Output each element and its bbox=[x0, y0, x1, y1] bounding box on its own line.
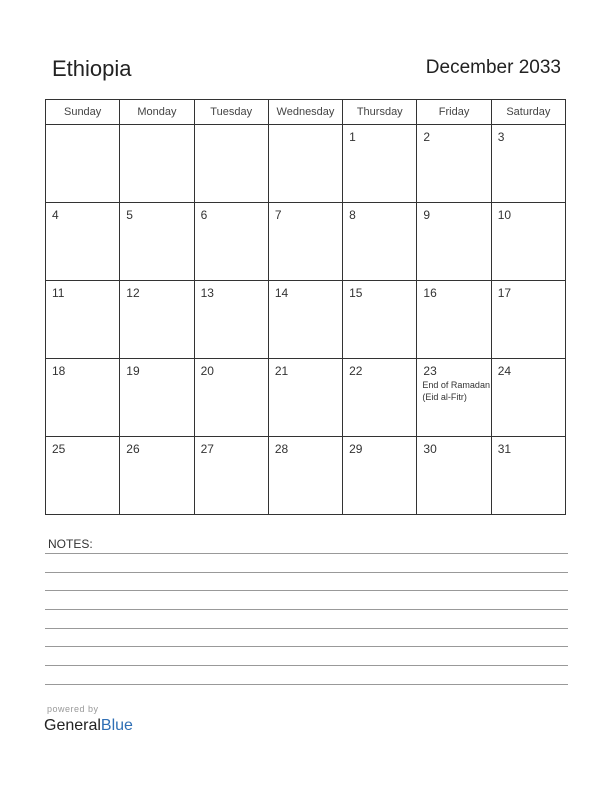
day-cell bbox=[120, 359, 194, 437]
calendar-grid bbox=[45, 99, 566, 515]
day-number: 19 bbox=[126, 364, 140, 378]
note-line bbox=[45, 572, 568, 573]
weekday-header: Sunday bbox=[46, 100, 120, 125]
logo-general-text: General bbox=[44, 717, 101, 734]
weekday-header: Wednesday bbox=[268, 100, 342, 125]
day-cell bbox=[491, 203, 565, 281]
day-number: 28 bbox=[274, 442, 289, 456]
day-cell bbox=[194, 203, 268, 281]
day-number: 22 bbox=[349, 364, 363, 378]
day-number: 14 bbox=[274, 286, 289, 300]
weekday-header: Friday bbox=[417, 100, 491, 125]
day-cell bbox=[417, 359, 491, 437]
day-cell bbox=[120, 203, 194, 281]
day-number: 5 bbox=[126, 208, 133, 222]
powered-by-text: powered by bbox=[47, 704, 99, 714]
month-title: December 2033 bbox=[425, 57, 561, 78]
day-cell bbox=[194, 359, 268, 437]
day-cell bbox=[120, 281, 194, 359]
generalblue-logo[interactable] bbox=[44, 717, 133, 735]
day-number: 15 bbox=[349, 286, 363, 300]
day-cell bbox=[417, 281, 491, 359]
note-line bbox=[45, 665, 568, 666]
note-line bbox=[45, 684, 568, 685]
note-line bbox=[45, 553, 568, 554]
day-cell bbox=[268, 125, 342, 203]
weekday-header: Tuesday bbox=[194, 100, 268, 125]
day-number: 2 bbox=[423, 130, 431, 144]
day-cell bbox=[491, 437, 565, 515]
day-number: 11 bbox=[52, 286, 65, 300]
day-number: 24 bbox=[497, 364, 512, 378]
day-number: 6 bbox=[200, 208, 208, 222]
day-cell bbox=[46, 125, 120, 203]
day-cell bbox=[194, 281, 268, 359]
day-number: 13 bbox=[200, 286, 214, 300]
day-cell bbox=[343, 437, 417, 515]
holiday-label: End of Ramadan (Eid al-Fitr) bbox=[422, 380, 490, 402]
day-number: 30 bbox=[423, 442, 437, 456]
day-cell bbox=[491, 125, 565, 203]
day-cell bbox=[343, 359, 417, 437]
week-row bbox=[46, 203, 566, 281]
day-cell bbox=[46, 437, 120, 515]
day-cell bbox=[194, 437, 268, 515]
week-row bbox=[46, 359, 566, 437]
day-number: 27 bbox=[200, 442, 214, 456]
note-line bbox=[45, 590, 568, 591]
day-number: 7 bbox=[274, 208, 282, 222]
weekday-header: Monday bbox=[120, 100, 194, 125]
day-number: 4 bbox=[52, 208, 59, 222]
day-number: 29 bbox=[349, 442, 363, 456]
note-line bbox=[45, 646, 568, 647]
notes-label: NOTES: bbox=[48, 537, 93, 551]
country-title: Ethiopia bbox=[52, 56, 132, 81]
day-cell bbox=[491, 359, 565, 437]
day-number: 31 bbox=[497, 442, 512, 456]
day-number: 10 bbox=[497, 208, 512, 222]
day-number: 25 bbox=[52, 442, 66, 456]
note-line bbox=[45, 609, 568, 610]
day-cell bbox=[343, 203, 417, 281]
day-number: 20 bbox=[200, 364, 214, 378]
day-cell bbox=[268, 281, 342, 359]
day-number: 3 bbox=[497, 130, 505, 144]
logo-blue-text: Blue bbox=[100, 717, 133, 734]
day-number: 18 bbox=[52, 364, 66, 378]
week-row bbox=[46, 125, 566, 203]
day-cell bbox=[120, 125, 194, 203]
note-line bbox=[45, 628, 568, 629]
day-cell bbox=[46, 281, 120, 359]
day-cell bbox=[268, 437, 342, 515]
day-cell bbox=[46, 203, 120, 281]
day-cell bbox=[268, 203, 342, 281]
day-number: 21 bbox=[274, 364, 289, 378]
day-cell bbox=[268, 359, 342, 437]
day-number: 23 bbox=[423, 364, 437, 378]
weekday-header: Thursday bbox=[343, 100, 417, 125]
day-cell bbox=[417, 437, 491, 515]
day-number: 1 bbox=[349, 130, 356, 144]
day-number: 9 bbox=[423, 208, 431, 222]
day-number: 12 bbox=[126, 286, 140, 300]
weekday-header-row bbox=[46, 100, 566, 125]
day-number: 17 bbox=[497, 286, 512, 300]
day-cell bbox=[194, 125, 268, 203]
day-number: 26 bbox=[126, 442, 140, 456]
day-cell bbox=[343, 281, 417, 359]
day-cell bbox=[417, 203, 491, 281]
day-cell bbox=[491, 281, 565, 359]
day-cell bbox=[417, 125, 491, 203]
week-row bbox=[46, 281, 566, 359]
week-row bbox=[46, 437, 566, 515]
day-number: 8 bbox=[349, 208, 356, 222]
day-cell bbox=[343, 125, 417, 203]
day-cell bbox=[46, 359, 120, 437]
day-cell bbox=[120, 437, 194, 515]
day-number: 16 bbox=[423, 286, 437, 300]
weekday-header: Saturday bbox=[491, 100, 565, 125]
